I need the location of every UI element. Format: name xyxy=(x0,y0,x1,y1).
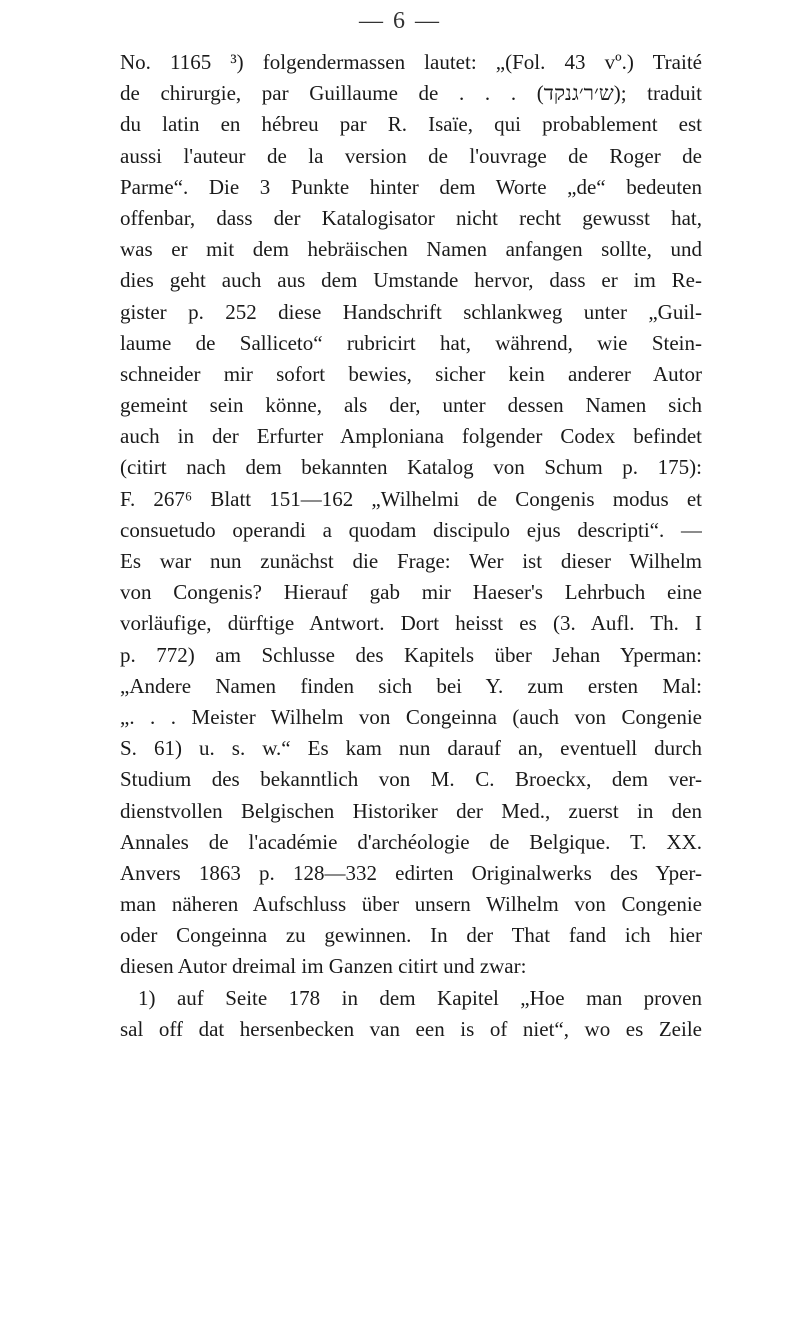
text-line: 1) auf Seite 178 in dem Kapitel „Hoe man proven xyxy=(138,985,702,1010)
text-line: diesen Autor dreimal im Ganzen citirt und zwar: xyxy=(120,954,527,979)
text-line: Anvers 1863 p. 128—332 edirten Originalwerks des Yper- xyxy=(120,860,702,885)
text-line: Parme“. Die 3 Punkte hinter dem Worte „de“ bedeuten xyxy=(120,174,702,199)
text-line: aussi l'auteur de la version de l'ouvrage de Roger de xyxy=(120,143,702,168)
body-text xyxy=(120,47,702,1045)
text-line: laume de Salliceto“ rubricirt hat, während, wie Stein- xyxy=(120,330,702,355)
text-line: No. 1165 ³) folgendermassen lautet: „(Fol. 43 vº.) Traité xyxy=(120,50,702,74)
text-line: was er mit dem hebräischen Namen anfangen sollte, und xyxy=(120,237,702,262)
text-line: Es war nun zunächst die Frage: Wer ist dieser Wilhelm xyxy=(120,549,702,573)
text-line: p. 772) am Schlusse des Kapitels über Jehan Yperman: xyxy=(120,642,702,667)
text-line: (citirt nach dem bekannten Katalog von Schum p. 175): xyxy=(120,455,702,480)
text-line: von Congenis? Hierauf gab mir Haeser's Lehrbuch eine xyxy=(120,580,702,605)
text-line: F. 267⁶ Blatt 151—162 „Wilhelmi de Congenis modus et xyxy=(120,486,702,511)
text-line: S. 61) u. s. w.“ Es kam nun darauf an, eventuell durch xyxy=(120,736,702,761)
text-line: „. . . Meister Wilhelm von Congeinna (auch von Congenie xyxy=(120,704,702,729)
text-line: schneider mir sofort bewies, sicher kein anderer Autor xyxy=(120,361,702,386)
page-number: — 6 — xyxy=(359,8,441,34)
text-line: de chirurgie, par Guillaume de . . . (ש׳ר׳גנקד); traduit xyxy=(120,81,702,106)
text-line: sal off dat hersenbecken van een is of niet“, wo es Zeile xyxy=(120,1016,702,1041)
text-line: „Andere Namen finden sich bei Y. zum ersten Mal: xyxy=(120,673,702,698)
text-line: du latin en hébreu par R. Isaïe, qui probablement est xyxy=(120,112,702,137)
text-line: vorläufige, dürftige Antwort. Dort heisst es (3. Aufl. Th. I xyxy=(120,611,702,636)
text-line: auch in der Erfurter Amploniana folgender Codex befindet xyxy=(120,424,702,449)
text-line: Studium des bekanntlich von M. C. Broeckx, dem ver- xyxy=(120,767,702,792)
text-line: gemeint sein könne, als der, unter dessen Namen sich xyxy=(120,393,702,418)
text-line: dienstvollen Belgischen Historiker der Med., zuerst in den xyxy=(120,798,702,823)
text-line: dies geht auch aus dem Umstande hervor, dass er im Re- xyxy=(120,268,702,293)
text-line: consuetudo operandi a quodam discipulo ejus descripti“. — xyxy=(120,517,702,542)
text-line: gister p. 252 diese Handschrift schlankweg unter „Guil- xyxy=(120,299,702,324)
text-line: man näheren Aufschluss über unsern Wilhelm von Congenie xyxy=(120,892,702,917)
text-line: oder Congeinna zu gewinnen. In der That fand ich hier xyxy=(120,923,702,948)
text-line: offenbar, dass der Katalogisator nicht recht gewusst hat, xyxy=(120,205,702,230)
text-line: Annales de l'académie d'archéologie de Belgique. T. XX. xyxy=(120,829,702,854)
